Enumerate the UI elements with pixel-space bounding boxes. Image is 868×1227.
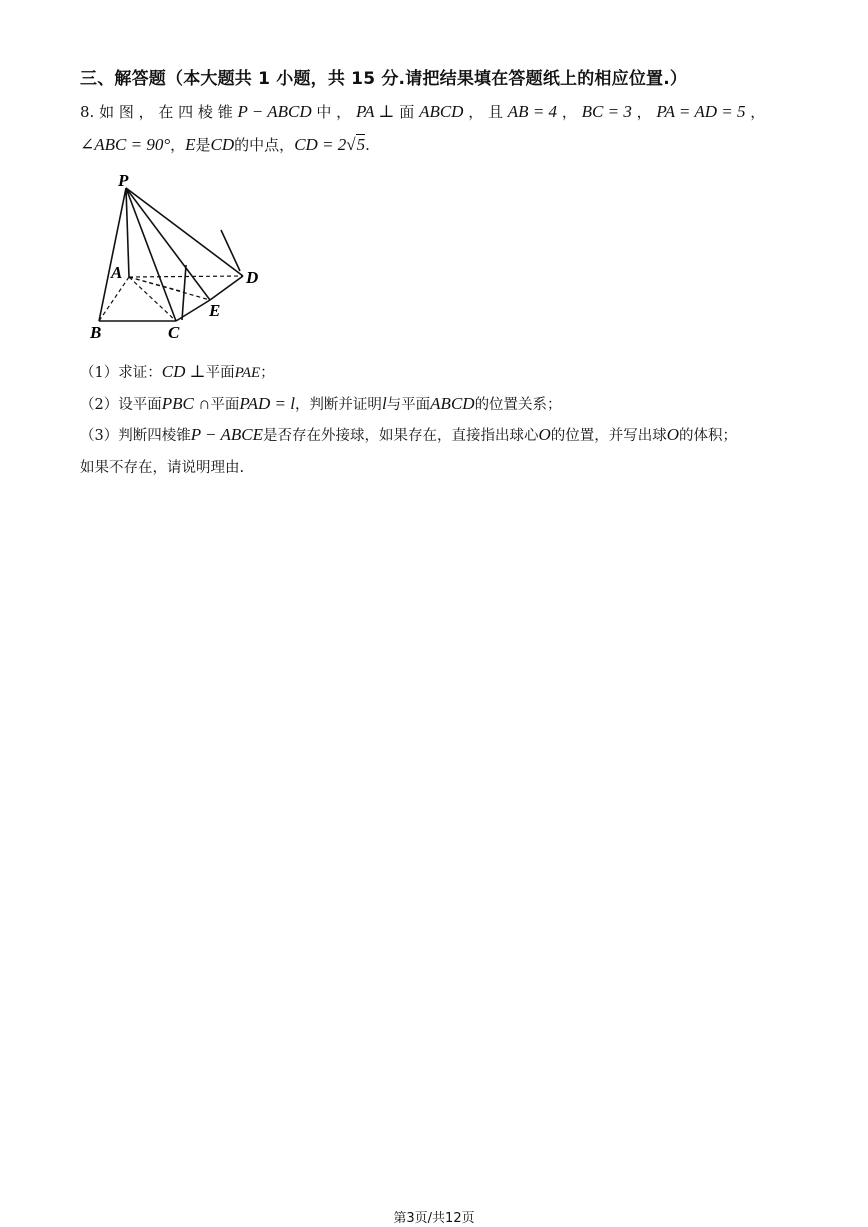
mark-line <box>221 230 240 271</box>
problem-line-2 <box>80 134 370 155</box>
text: ， <box>561 103 577 121</box>
math: PA = AD = 5 <box>656 102 746 121</box>
subquestion-3-continued: 如果不存在，请说明理由. <box>80 460 245 476</box>
subquestion-2 <box>80 393 562 414</box>
math: PA ⊥ <box>355 102 395 121</box>
math: CD ⊥ <box>161 362 206 381</box>
text: 中 ， <box>316 103 352 121</box>
text: ， <box>170 136 186 154</box>
text: ， 且 <box>468 103 504 121</box>
math: ABCD <box>430 394 475 413</box>
text: ， <box>636 103 652 121</box>
text: 的位置，并写出球 <box>550 428 667 444</box>
edge-AF <box>129 277 184 292</box>
text: ； <box>260 365 275 381</box>
text: （2）设平面 <box>80 397 162 413</box>
math: AB = 4 <box>507 102 558 121</box>
text: 平面 <box>210 397 240 413</box>
label-E: E <box>209 301 221 320</box>
problem-line-1 <box>80 101 765 122</box>
pyramid-figure <box>86 170 276 345</box>
subquestion-1 <box>80 361 275 382</box>
label-C: C <box>168 323 180 342</box>
text: 是否存在外接球，如果存在，直接指出球心 <box>262 428 539 444</box>
math: O <box>666 425 680 444</box>
text: 面 <box>399 103 415 121</box>
sqrt-radicand: 5 <box>356 135 366 154</box>
text: 的体积； <box>679 428 738 444</box>
text: 与平面 <box>386 397 431 413</box>
math: ∠ABC = 90° <box>80 135 171 154</box>
subquestion-3 <box>80 424 737 445</box>
math: E <box>185 135 196 154</box>
label-P: P <box>118 171 129 190</box>
edge-PC <box>126 188 176 321</box>
math: O <box>538 425 551 444</box>
math: CD <box>210 135 235 154</box>
math: PAE <box>234 365 261 381</box>
edge-PA <box>126 188 129 277</box>
math: PAD = l <box>239 394 295 413</box>
text: 的中点， <box>234 136 295 154</box>
text: 是 <box>195 136 211 154</box>
page-footer: 第3页/共12页 <box>393 1211 475 1226</box>
text: （3）判断四棱锥 <box>80 428 191 444</box>
section-title: 三、解答题（本大题共 1 小题，共 15 分.请把结果填在答题纸上的相应位置.） <box>80 69 688 89</box>
edge-PD <box>126 188 243 276</box>
text: . <box>365 136 370 154</box>
math: P − ABCE <box>190 425 263 444</box>
math: ABCD <box>419 102 464 121</box>
problem-number: 8. <box>80 103 95 121</box>
text: ，判断并证明 <box>294 397 382 413</box>
label-D: D <box>246 268 259 287</box>
label-A: A <box>111 263 123 282</box>
edge-ED <box>210 276 243 300</box>
math: CD = 2 <box>294 135 347 154</box>
text: 平面 <box>205 365 235 381</box>
text: 的位置关系； <box>474 397 562 413</box>
text: （1）求证： <box>80 365 162 381</box>
text: 如 图 ， 在 四 棱 锥 <box>99 103 233 121</box>
edge-PE <box>126 188 210 300</box>
math: P − ABCD <box>237 102 312 121</box>
edge-AD <box>129 276 243 277</box>
math: l <box>381 394 387 413</box>
label-B: B <box>90 323 102 342</box>
text: ， <box>750 103 766 121</box>
math: PBC ∩ <box>161 394 211 413</box>
edge-CE <box>176 300 210 321</box>
sqrt-symbol: √ <box>346 135 356 154</box>
math: BC = 3 <box>581 102 632 121</box>
